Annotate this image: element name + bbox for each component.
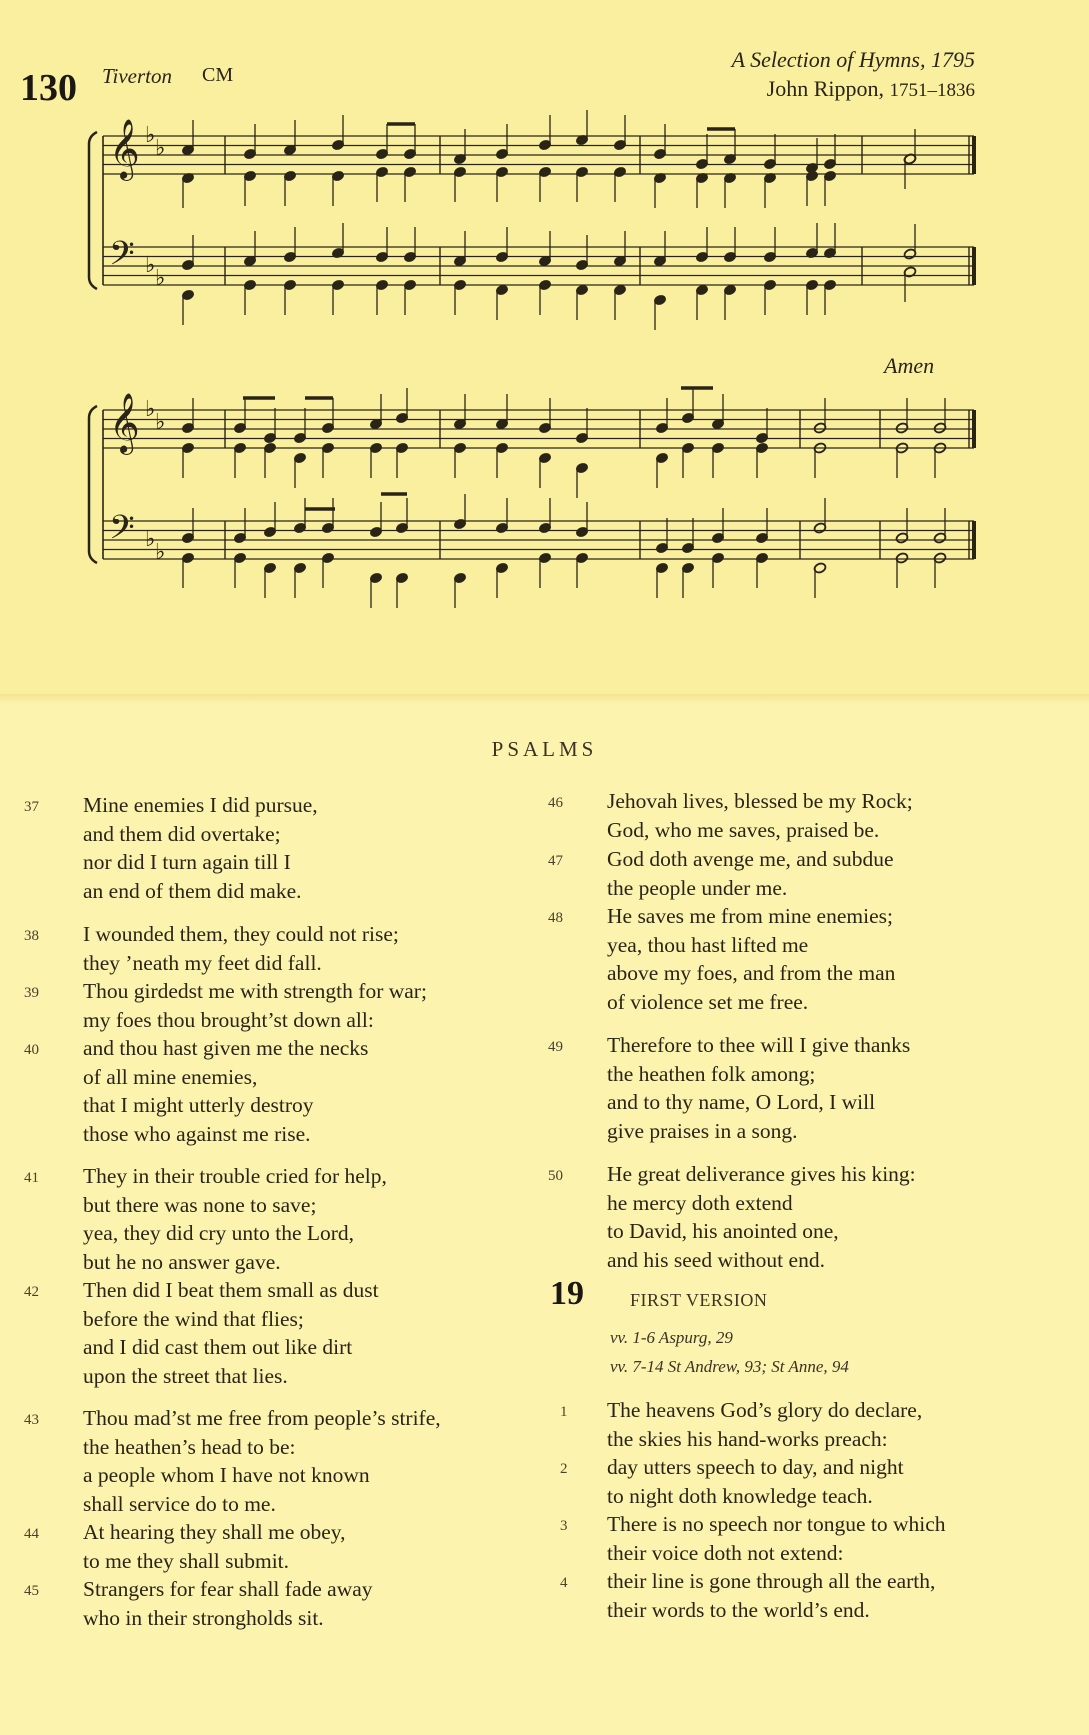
author-years: 1751–1836 (889, 80, 975, 101)
music-score (0, 0, 1089, 700)
verse-line: day utters speech to day, and night (607, 1455, 904, 1479)
verse-42 (24, 1276, 379, 1390)
verse-line: their line is gone through all the earth, (607, 1569, 936, 1593)
verse-line: At hearing they shall me obey, (83, 1520, 346, 1544)
verse-line: above my foes, and from the man (607, 961, 896, 985)
verse-line: Mine enemies I did pursue, (83, 793, 318, 817)
verse-44 (24, 1518, 346, 1575)
verse-line: to David, his anointed one, (607, 1219, 839, 1243)
verse-line: and to thy name, O Lord, I will (607, 1090, 876, 1114)
tune-meter: CM (202, 64, 234, 86)
verse-number: 1 (560, 1404, 568, 1420)
verse-line: the heathen’s head to be: (83, 1434, 296, 1459)
verse-line: and his seed without end. (607, 1247, 825, 1272)
author-name: John Rippon, (766, 76, 884, 101)
psalm-number: 19 (550, 1275, 584, 1312)
verse-3 (560, 1510, 946, 1567)
verse-number: 39 (24, 985, 39, 1001)
verse-number: 50 (548, 1168, 563, 1184)
verse-line: and thou hast given me the necks (83, 1036, 369, 1060)
verse-number: 40 (24, 1042, 39, 1058)
verse-number: 2 (560, 1461, 568, 1477)
flat-sign-icon: ♭ (145, 123, 156, 148)
verse-line: He great deliverance gives his king: (607, 1162, 916, 1186)
verse-line: shall service do to me. (83, 1491, 276, 1516)
verse-number: 41 (24, 1170, 39, 1186)
verse-line: those who against me rise. (83, 1121, 311, 1146)
verse-39 (24, 977, 427, 1034)
verse-line: and them did overtake; (83, 821, 281, 846)
verse-line: their words to the world’s end. (607, 1597, 870, 1622)
verse-line: He saves me from mine enemies; (607, 904, 893, 928)
verse-line: and I did cast them out like dirt (83, 1335, 353, 1359)
verse-line: an end of them did make. (83, 878, 302, 903)
verse-line: the skies his hand-works preach: (607, 1426, 888, 1451)
verse-line: their voice doth not extend: (607, 1540, 844, 1565)
verse-line: of violence set me free. (607, 989, 809, 1014)
verse-37 (24, 791, 318, 905)
verse-number: 38 (24, 928, 39, 944)
flat-sign-icon: ♭ (145, 397, 156, 422)
verse-line: yea, thou hast lifted me (607, 932, 809, 957)
verse-number: 3 (560, 1518, 568, 1534)
verse-46 (548, 787, 913, 844)
verse-line: a people whom I have not known (83, 1463, 370, 1487)
system-bracket (89, 132, 97, 289)
amen-label: Amen (884, 353, 935, 378)
verse-2 (560, 1453, 904, 1510)
verse-number: 48 (548, 910, 563, 926)
tune-name: Tiverton (102, 64, 173, 88)
verse-line: God, who me saves, praised be. (607, 817, 880, 842)
verse-38 (24, 920, 399, 977)
verse-line: that I might utterly destroy (83, 1093, 314, 1117)
verse-40 (24, 1034, 369, 1148)
tune-reference-1: vv. 1-6 Aspurg, 29 (610, 1328, 733, 1347)
verse-number: 45 (24, 1583, 39, 1599)
flat-sign-icon: ♭ (155, 410, 166, 435)
verse-line: There is no speech nor tongue to which (607, 1512, 946, 1536)
verse-43 (24, 1404, 441, 1518)
verse-line: before the wind that flies; (83, 1306, 304, 1331)
verse-line: Strangers for fear shall fade away (83, 1577, 373, 1601)
verse-line: Thou mad’st me free from people’s strife, (83, 1406, 441, 1430)
verse-line: the heathen folk among; (607, 1061, 816, 1086)
verse-line: they ’neath my feet did fall. (83, 950, 322, 975)
verse-line: I wounded them, they could not rise; (83, 922, 399, 946)
bass-clef-icon: 𝄢 (109, 235, 135, 281)
flat-sign-icon: ♭ (155, 266, 166, 291)
verse-line: give praises in a song. (607, 1118, 798, 1143)
verse-number: 46 (548, 795, 563, 811)
flat-sign-icon: ♭ (145, 527, 156, 552)
verse-number: 37 (24, 799, 39, 815)
verse-line: yea, they did cry unto the Lord, (83, 1221, 355, 1245)
verse-line: Therefore to thee will I give thanks (607, 1033, 911, 1057)
verse-line: The heavens God’s glory do declare, (607, 1398, 923, 1422)
verse-45 (24, 1575, 373, 1632)
verse-number: 47 (548, 853, 563, 869)
verse-line: Thou girdedst me with strength for war; (83, 979, 427, 1003)
verse-line: Then did I beat them small as dust (83, 1278, 379, 1302)
verse-line: of all mine enemies, (83, 1064, 258, 1089)
verse-line: my foes thou brought’st down all: (83, 1007, 374, 1032)
verse-line: nor did I turn again till I (83, 850, 291, 874)
verse-line: but there was none to save; (83, 1192, 317, 1217)
verse-line: Jehovah lives, blessed be my Rock; (607, 789, 913, 813)
verse-50 (548, 1160, 916, 1274)
bass-clef-icon: 𝄢 (109, 509, 135, 555)
verse-1 (560, 1396, 923, 1453)
treble-clef-icon: 𝄞 (109, 119, 140, 179)
verse-number: 49 (548, 1039, 563, 1055)
verse-line: who in their strongholds sit. (83, 1605, 324, 1630)
verse-line: They in their trouble cried for help, (83, 1164, 387, 1188)
verse-4 (560, 1567, 936, 1624)
verse-line: God doth avenge me, and subdue (607, 847, 894, 871)
flat-sign-icon: ♭ (155, 136, 166, 161)
hymn-number: 130 (20, 67, 77, 109)
verse-line: upon the street that lies. (83, 1363, 288, 1388)
flat-sign-icon: ♭ (145, 253, 156, 278)
verse-number: 43 (24, 1412, 39, 1428)
psalm-version: FIRST VERSION (630, 1290, 768, 1310)
hymn-source: A Selection of Hymns, 1795 (731, 47, 975, 72)
verse-number: 42 (24, 1284, 39, 1300)
verse-number: 4 (560, 1575, 568, 1591)
verse-48 (548, 902, 896, 1016)
flat-sign-icon: ♭ (155, 540, 166, 565)
verse-line: he mercy doth extend (607, 1190, 793, 1215)
system-bracket (89, 406, 97, 563)
verse-line: to me they shall submit. (83, 1548, 290, 1573)
verse-41 (24, 1162, 387, 1276)
verse-line: the people under me. (607, 875, 788, 900)
verse-line: but he no answer gave. (83, 1249, 281, 1274)
verse-49 (548, 1031, 911, 1145)
verse-47 (548, 845, 894, 902)
tune-reference-2: vv. 7-14 St Andrew, 93; St Anne, 94 (610, 1357, 849, 1376)
verse-line: to night doth knowledge teach. (607, 1483, 873, 1508)
treble-clef-icon: 𝄞 (109, 393, 140, 453)
verse-number: 44 (24, 1526, 39, 1542)
section-heading: PSALMS (491, 737, 598, 761)
